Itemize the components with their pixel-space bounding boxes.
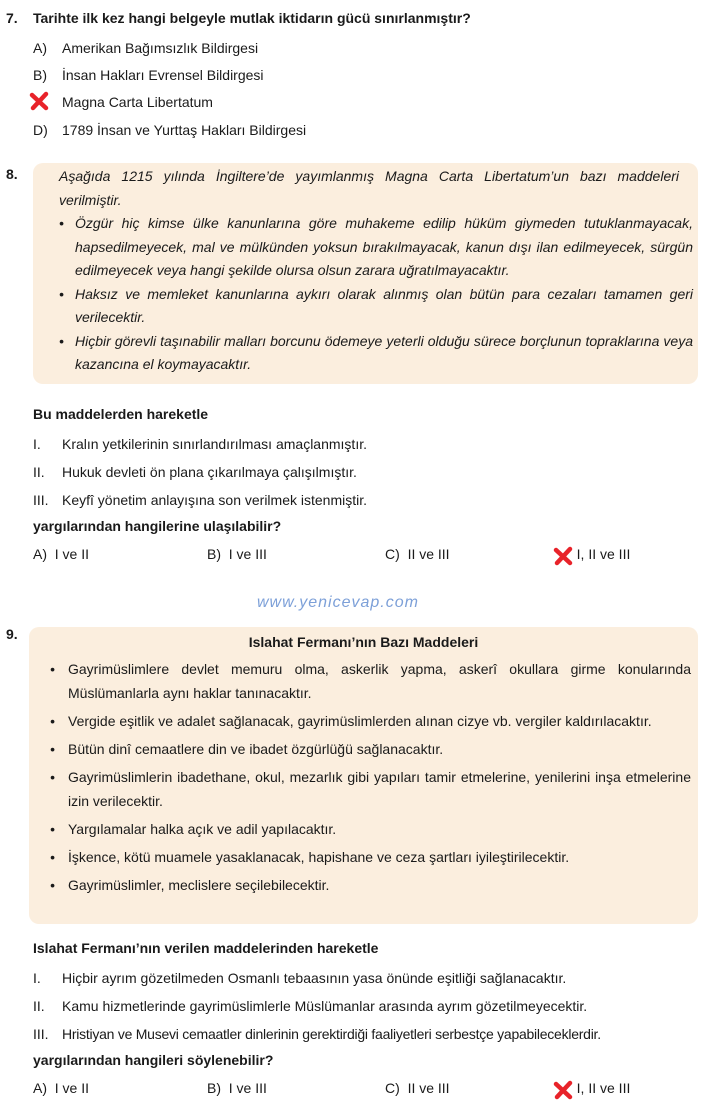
q9-option-b[interactable] <box>207 1080 267 1096</box>
statement-text: Keyfî yönetim anlayışına son verilmek istenmiştir. <box>62 492 368 508</box>
option-letter: D) <box>33 122 48 138</box>
q8-bullet-item: • Özgür hiç kimse ülke kanunlarına göre muhakeme edilip hüküm giymeden tutuklanmayacak, hapsedilmeyecek, mal ve mülkünden yoksun bırakılmayacak, kanun dışı ilan edilmeyecek, sürgün edilmeyecek veya hangi şekilde olursa olsun zarara uğratılmayacaktır. <box>59 212 693 283</box>
statement-roman: I. <box>33 970 41 986</box>
q9-option-a[interactable] <box>33 1080 89 1096</box>
q8-intro: Aşağıda 1215 yılında İngiltere’de yayımlanmış Magna Carta Libertatum’un bazı maddeleri verilmiştir. <box>59 168 679 208</box>
q8-option-c[interactable] <box>385 546 450 562</box>
answer-x-mark-icon <box>553 546 573 566</box>
q8-statement-i <box>33 434 673 454</box>
q7-question: Tarihte ilk kez hangi belgeyle mutlak iktidarın gücü sınırlanmıştır? <box>33 10 471 26</box>
statement-text: Hiçbir ayrım gözetilmeden Osmanlı tebaasının yasa önünde eşitliği sağlanacaktır. <box>62 970 567 986</box>
option-letter: A) <box>33 1080 47 1096</box>
option-letter: A) <box>33 546 47 562</box>
statement-text: Kralın yetkilerinin sınırlandırılması amaçlanmıştır. <box>62 436 367 452</box>
q9-bullet-item: • Vergide eşitlik ve adalet sağlanacak, gayrimüslimlerden alınan cizye vb. vergiler kaldırılacaktır. <box>50 709 691 733</box>
q9-option-c[interactable] <box>385 1080 450 1096</box>
option-letter: C) <box>385 1080 400 1096</box>
statement-text: Kamu hizmetlerinde gayrimüslimlerle Müslümanlar arasında ayrım gözetilmeyecektir. <box>62 998 588 1014</box>
option-text: I, II ve III <box>576 1080 631 1096</box>
option-text: 1789 İnsan ve Yurttaş Hakları Bildirgesi <box>62 122 307 138</box>
option-text: II ve III <box>407 1080 450 1096</box>
option-text: Amerikan Bağımsızlık Bildirgesi <box>62 40 259 56</box>
q8-bullet-item: • Haksız ve memleket kanunlarına aykırı olarak alınmış olan bütün para cezaları tamamen geri verilecektir. <box>59 283 693 330</box>
q9-lead: Islahat Fermanı’nın verilen maddelerinden hareketle <box>33 940 379 956</box>
option-letter: B) <box>33 67 47 83</box>
statement-roman: III. <box>33 1026 49 1042</box>
q9-bullet-item: • İşkence, kötü muamele yasaklanacak, hapishane ve ceza şartları iyileştirilecektir. <box>50 845 691 869</box>
statement-roman: III. <box>33 492 49 508</box>
q8-lead: Bu maddelerden hareketle <box>33 406 209 422</box>
q9-bullet-item: • Yargılamalar halka açık ve adil yapılacaktır. <box>50 817 691 841</box>
option-text: I ve III <box>228 546 267 562</box>
q9-box-title: Islahat Fermanı’nın Bazı Maddeleri <box>248 634 479 650</box>
q8-bullet-item: • Hiçbir görevli taşınabilir malları borcunu ödemeye yeterli olduğu sürece borçlunun topraklarına veya kazancına el koymayacaktır. <box>59 330 693 377</box>
q8-statement-iii <box>33 490 673 510</box>
option-text: İnsan Hakları Evrensel Bildirgesi <box>62 67 264 83</box>
statement-text: Hukuk devleti ön plana çıkarılmaya çalışılmıştır. <box>62 464 357 480</box>
statement-roman: I. <box>33 436 41 452</box>
option-letter: A) <box>33 40 47 56</box>
option-text: I ve II <box>54 546 90 562</box>
q9-bullet-item: • Gayrimüslimlerin ibadethane, okul, mezarlık gibi yapıları tamir etmelerine, yenilerini inşa etmelerine izin verilecektir. <box>50 765 691 813</box>
q9-bullet-item: • Bütün dinî cemaatlere din ve ibadet özgürlüğü sağlanacaktır. <box>50 737 691 761</box>
option-text: I ve II <box>54 1080 90 1096</box>
q7-option-c[interactable] <box>33 92 633 112</box>
q8-statement-ii <box>33 462 673 482</box>
q7-number: 7. <box>6 10 18 26</box>
q8-option-a[interactable] <box>33 546 89 562</box>
watermark-text: www.yenicevap.com <box>257 594 419 611</box>
statement-text: Hristiyan ve Musevi cemaatler dinlerinin gerektirdiği faaliyetleri serbestçe yapabileceklerdir. <box>62 1026 601 1042</box>
q8-question: yargılarından hangilerine ulaşılabilir? <box>33 518 282 534</box>
option-text: II ve III <box>407 546 450 562</box>
option-text: I, II ve III <box>576 546 631 562</box>
q7-option-d[interactable] <box>33 120 633 140</box>
option-letter: B) <box>207 546 221 562</box>
q8-option-b[interactable] <box>207 546 267 562</box>
statement-roman: II. <box>33 998 45 1014</box>
option-text: I ve III <box>228 1080 267 1096</box>
q7-option-a[interactable] <box>33 38 633 58</box>
option-letter: B) <box>207 1080 221 1096</box>
q9-passage-box <box>29 627 698 924</box>
q8-bullet-list <box>59 212 693 377</box>
q9-bullet-list <box>50 657 691 901</box>
q9-statement-i <box>33 968 698 988</box>
q9-bullet-item: • Gayrimüslimlere devlet memuru olma, askerlik yapma, askerî okullara girme konularında Müslümanlarla aynı haklar tanınacaktır. <box>50 657 691 705</box>
option-text: Magna Carta Libertatum <box>62 94 213 110</box>
q7-option-b[interactable] <box>33 65 633 85</box>
q8-number: 8. <box>6 166 18 182</box>
option-letter: C) <box>385 546 400 562</box>
q9-statement-iii <box>33 1024 698 1044</box>
answer-x-mark-icon <box>553 1080 573 1100</box>
q9-bullet-item: • Gayrimüslimler, meclislere seçilebilecektir. <box>50 873 691 897</box>
q9-statement-ii <box>33 996 698 1016</box>
q8-passage-box <box>33 163 698 384</box>
answer-x-mark-icon <box>29 91 49 111</box>
statement-roman: II. <box>33 464 45 480</box>
q9-question: yargılarından hangileri söylenebilir? <box>33 1052 274 1068</box>
q9-number: 9. <box>6 626 18 642</box>
